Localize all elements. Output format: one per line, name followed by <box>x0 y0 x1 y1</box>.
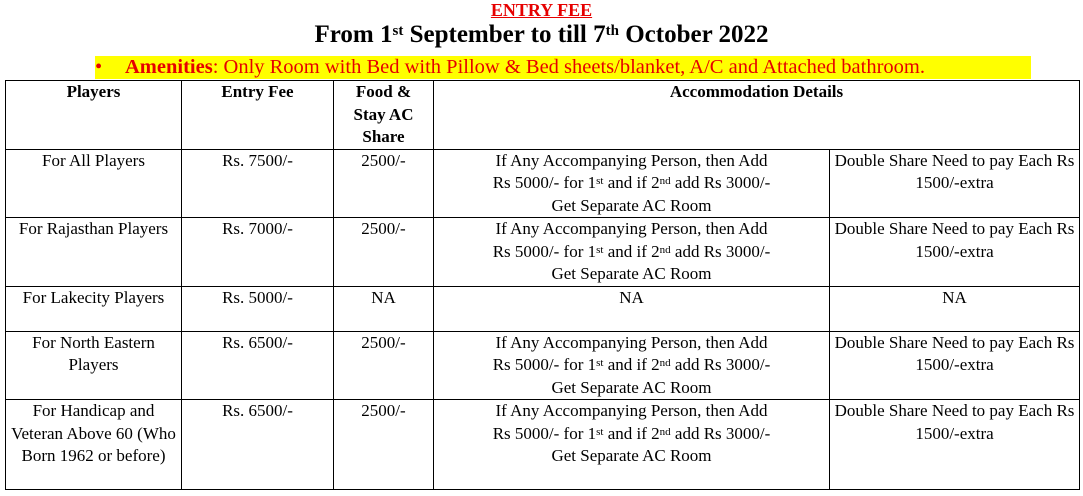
header-players: Players <box>6 81 182 150</box>
amenities-text: : Only Room with Bed with Pillow & Bed sheets/blanket, A/C and Attached bathroom. <box>212 56 926 78</box>
fee-cell: Rs. 5000/- <box>182 286 334 331</box>
double-share-cell: Double Share Need to pay Each Rs 1500/-extra <box>830 331 1080 400</box>
bullet-icon: • <box>95 56 103 78</box>
header-food-stay: Food & Stay AC Share <box>334 81 434 150</box>
fee-cell: Rs. 6500/- <box>182 400 334 490</box>
players-cell: For Rajasthan Players <box>6 218 182 287</box>
header-accommodation: Accommodation Details <box>434 81 1080 150</box>
period-heading: From 1st September to till 7th October 2022 <box>314 21 769 48</box>
entry-fee-title: ENTRY FEE <box>490 0 593 20</box>
fee-cell: Rs. 6500/- <box>182 331 334 400</box>
food-cell: 2500/- <box>334 218 434 287</box>
amenities-label: Amenities <box>125 56 213 78</box>
fee-cell: Rs. 7500/- <box>182 149 334 218</box>
accompany-cell: If Any Accompanying Person, then Add Rs 5000/- for 1st and if 2nd add Rs 3000/- Get Separate AC Room <box>434 400 830 490</box>
table-row <box>6 218 1080 287</box>
header-entry-fee: Entry Fee <box>182 81 334 150</box>
accompany-cell: If Any Accompanying Person, then Add Rs 5000/- for 1st and if 2nd add Rs 3000/- Get Separate AC Room <box>434 149 830 218</box>
table-row <box>6 286 1080 331</box>
players-cell: For All Players <box>6 149 182 218</box>
players-cell: For Lakecity Players <box>6 286 182 331</box>
accompany-cell: NA <box>434 286 830 331</box>
table-row <box>6 400 1080 490</box>
table-row <box>6 149 1080 218</box>
accompany-cell: If Any Accompanying Person, then Add Rs 5000/- for 1st and if 2nd add Rs 3000/- Get Separate AC Room <box>434 331 830 400</box>
fee-cell: Rs. 7000/- <box>182 218 334 287</box>
accompany-cell: If Any Accompanying Person, then Add Rs 5000/- for 1st and if 2nd add Rs 3000/- Get Separate AC Room <box>434 218 830 287</box>
double-share-cell: Double Share Need to pay Each Rs 1500/-extra <box>830 400 1080 490</box>
double-share-cell: Double Share Need to pay Each Rs 1500/-extra <box>830 218 1080 287</box>
players-cell: For North Eastern Players <box>6 331 182 400</box>
food-cell: NA <box>334 286 434 331</box>
table-header-row <box>6 81 1080 150</box>
table-row <box>6 331 1080 400</box>
food-cell: 2500/- <box>334 400 434 490</box>
food-cell: 2500/- <box>334 149 434 218</box>
double-share-cell: NA <box>830 286 1080 331</box>
amenities-line <box>95 56 1031 79</box>
double-share-cell: Double Share Need to pay Each Rs 1500/-extra <box>830 149 1080 218</box>
fee-table <box>5 80 1080 490</box>
players-cell: For Handicap and Veteran Above 60 (Who Born 1962 or before) <box>6 400 182 490</box>
food-cell: 2500/- <box>334 331 434 400</box>
